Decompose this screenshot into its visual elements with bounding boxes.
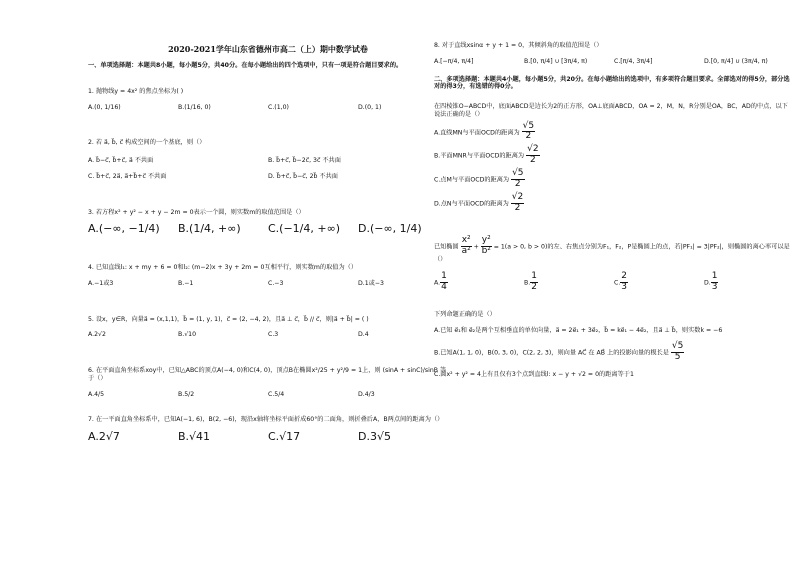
question-7-options — [88, 430, 448, 444]
option-c: C.(−1/4, +∞) — [268, 222, 341, 236]
question-11-stem: 下列命题正确的是（） — [434, 310, 496, 318]
option-a: A.4/5 — [88, 390, 105, 398]
option-a: A. b⃗−c⃗, b⃗+c⃗, a⃗ 不共面 — [88, 157, 154, 164]
option-c: C. $\frac{2}{3}$ — [614, 271, 628, 293]
question-9-option-c: C.点M与平面OCD的距离为 $\frac{√5}{2}$ — [434, 168, 524, 189]
fraction: $\frac{√2}{2}$ — [527, 144, 539, 166]
fraction: $\frac{√5}{5}$ — [671, 341, 684, 363]
option-d: D.3√5 — [358, 430, 391, 443]
fraction: $\frac{√5}{2}$ — [512, 168, 524, 189]
question-5-stem: 5. 设x，y∈R，向量a⃗ = (x,1,1)，b⃗ = (1, y, 1)，c⃗ = (2, −4, 2)，且a⃗ ⊥ c⃗，b⃗ // c⃗，则|a⃗ + b⃗| = ( ) — [88, 315, 369, 323]
option-d: D. $\frac{1}{3}$ — [704, 271, 718, 293]
option-d: D.(−∞, 1/4) — [358, 222, 422, 236]
option-a: A.(0, 1/16) — [88, 103, 121, 111]
option-d: D.(0, 1) — [358, 103, 382, 111]
option-d: D.4 — [358, 331, 369, 339]
option-a: A.2√7 — [88, 430, 120, 443]
option-c: C.−3 — [268, 279, 284, 287]
left-column — [88, 0, 448, 444]
right-column — [434, 0, 794, 379]
option-c: C. b⃗+c⃗, 2a⃗, a⃗+b⃗+c⃗ 不共面 — [88, 172, 167, 180]
question-5-options — [88, 331, 448, 339]
question-9-option-b: B.平面MNR与平面OCD的距离为 $\frac{√2}{2}$ — [434, 144, 539, 166]
ellipse-x-term: $\frac{\text{x²}}{\text{a²}}$ — [461, 234, 471, 256]
question-2-options-row-1 — [88, 157, 448, 165]
section-2-heading: 二、多项选择题：本题共4小题，每小题5分，共20分。在每小题给出的选项中，有多项符合题目要求。全部选对的得5分，部分选对的得3分，有选错的得0分。 — [434, 75, 790, 91]
option-d: D.1或−3 — [358, 279, 384, 287]
exam-title: 2020-2021学年山东省德州市高二（上）期中数学试卷 — [168, 44, 368, 54]
section-1-heading: 一、单项选择题：本题共8小题，每小题5分，共40分。在每小题给出的四个选项中，只有一项是符合题目要求的。 — [88, 62, 403, 69]
question-10-options — [434, 272, 794, 293]
question-6-stem: 6. 在平面直角坐标系xoy中，已知△ABC的顶点A(−4, 0)和C(4, 0)，顶点B在椭圆x²/25 + y²/9 = 1上，则 (sinA + sinC)/sinB 等于（） — [88, 367, 447, 382]
option-b: B.[0, π/4] ∪ [3π/4, π) — [524, 57, 588, 65]
option-a: A.−1或3 — [88, 279, 114, 287]
question-10-stem: 已知椭圆 $\frac{\text{x²}}{\text{a²}}$ + $\frac{\text{y²}}{\text{b²}}$ = 1(a > 0, b > 0)的左、右焦点分别为F₁，F₂，P是椭圆上的点，若|PF₁| = 3|PF₂|，则椭圆的离心率可以是（） — [434, 234, 790, 264]
question-11-option-c: C.圆x² + y² = 4上有且仅有3个点到直线l: x − y + √2 = 0的距离等于1 — [434, 371, 634, 379]
question-1-options — [88, 104, 448, 112]
question-11-option-b: B.已知A(1, 1, 0)，B(0, 3, 0)，C(2, 2, 3)，则向量 AC⃗ 在 AB⃗ 上的投影向量的模长是 $\frac{√5}{5}$ — [434, 341, 684, 363]
option-d: D. b⃗+c⃗, b⃗−c⃗, 2b⃗ 不共面 — [268, 172, 338, 180]
fraction: $\frac{√5}{2}$ — [522, 120, 535, 142]
question-11-option-a: A.已知 e⃗₁和 e⃗₂是两个互相垂直的单位向量，a⃗ = 2e⃗₁ + 3e⃗₂，b⃗ = ke⃗₁ − 4e⃗₂，且a⃗ ⊥ b⃗，则实数k = −6 — [434, 326, 723, 334]
question-2-stem: 2. 若 a⃗, b⃗, c⃗ 构成空间的一个基底，则（） — [88, 139, 206, 147]
option-c: C.√17 — [268, 430, 301, 443]
option-a: A.[−π/4, π/4] — [434, 57, 474, 65]
option-b: B. b⃗+c⃗, b⃗−2c⃗, 3c⃗ 不共面 — [268, 157, 341, 164]
question-3-stem: 3. 若方程x² + y² − x + y − 2m = 0表示一个圆，则实数m的取值范围是（） — [88, 208, 305, 216]
question-8-options — [434, 58, 794, 66]
question-8-stem: 8. 对于直线xsinα + y + 1 = 0，其倾斜角的取值范围是（） — [434, 42, 603, 49]
option-c: C.3 — [268, 331, 279, 339]
option-c: C.[π/4, 3π/4] — [614, 57, 653, 65]
option-b: B.5/2 — [178, 390, 195, 398]
question-4-stem: 4. 已知直线l₁: x + my + 6 = 0和l₂: (m−2)x + 3y + 2m = 0互相平行，则实数m的取值为（） — [88, 264, 358, 271]
question-3-options — [88, 222, 448, 236]
option-b: B.(1/4, +∞) — [178, 222, 241, 236]
option-a: A.(−∞, −1/4) — [88, 222, 160, 236]
option-c: C.5/4 — [268, 390, 285, 398]
question-4-options — [88, 280, 448, 288]
question-2-options-row-2 — [88, 173, 448, 181]
question-9-option-d: D.点N与平面OCD的距离为 $\frac{√2}{2}$ — [434, 191, 524, 213]
question-7-stem: 7. 在一平面直角坐标系中，已知A(−1, 6)，B(2, −6)，现沿x轴将坐标平面折成60°的二面角，则折叠后A，B两点间的距离为（） — [88, 416, 444, 424]
option-d: D.[0, π/4] ∪ (3π/4, π) — [704, 57, 768, 65]
option-b: B.−1 — [178, 279, 194, 287]
option-a: A. $\frac{1}{4}$ — [434, 271, 447, 293]
option-a: A.2√2 — [88, 331, 106, 339]
question-9-stem: 在四棱锥O−ABCD中，底面ABCD是边长为2的正方形，OA⊥底面ABCD，OA = 2，M，N，R分别是OA，BC，AD的中点，以下说法正确的是（） — [434, 103, 788, 118]
ellipse-y-term: $\frac{\text{y²}}{\text{b²}}$ — [481, 234, 491, 256]
option-c: C.(1,0) — [268, 103, 289, 111]
question-1-stem: 1. 抛物线y = 4x² 的焦点坐标为( ) — [88, 87, 184, 95]
option-b: B.√41 — [178, 430, 211, 443]
option-b: B. $\frac{1}{2}$ — [524, 271, 537, 293]
option-b: B.(1/16, 0) — [178, 103, 211, 111]
option-d: D.4/3 — [358, 390, 375, 398]
question-6-options — [88, 391, 448, 399]
question-9-option-a: A.直线MN与平面OCD的距离为 $\frac{√5}{2}$ — [434, 120, 535, 142]
fraction: $\frac{√2}{2}$ — [511, 191, 524, 213]
option-b: B.√10 — [178, 331, 197, 339]
